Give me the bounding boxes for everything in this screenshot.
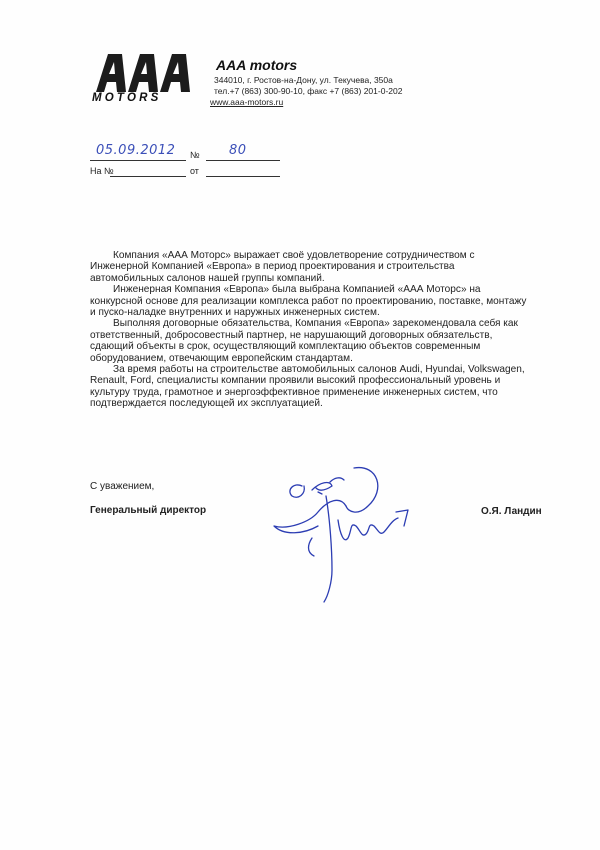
closing-regards: С уважением,: [90, 481, 155, 492]
number-line: [206, 160, 280, 161]
signer-name: О.Я. Ландин: [481, 506, 542, 517]
company-name: AAA motors: [216, 57, 298, 73]
in-reply-label: На №: [90, 166, 114, 176]
body-paragraph: Инженерная Компания «Европа» была выбрана Компанией «ААА Моторс» на конкурсной основе для реализации комплекса работ по проектированию, поставке, монтажу и пуско-наладке внутренних и наружных инженерных систем.: [90, 284, 527, 319]
body-paragraph: Компания «ААА Моторс» выражает своё удовлетворение сотрудничеством с Инженерной Компанией «Европа» в период проектирования и строительства автомобильных салонов нашей группы компаний.: [90, 250, 475, 284]
company-phone: тел.+7 (863) 300-90-10, факс +7 (863) 201-0-202: [214, 86, 403, 96]
company-address: 344010, г. Ростов-на-Дону, ул. Текучева, 350а: [214, 75, 393, 85]
from-line: [206, 176, 280, 177]
handwritten-number: 80: [229, 143, 247, 158]
handwritten-date: 05.09.2012: [96, 143, 176, 158]
handwritten-signature: [268, 460, 418, 610]
in-reply-line: [110, 176, 186, 177]
logo-aaa-mark: [92, 52, 196, 92]
signer-position: Генеральный директор: [90, 505, 207, 516]
company-website[interactable]: www.aaa-motors.ru: [210, 97, 284, 107]
company-logo: [92, 52, 196, 104]
date-line: [90, 160, 186, 161]
from-label: от: [190, 166, 199, 176]
body-paragraph: Выполняя договорные обязательства, Компания «Европа» зарекомендовала себя как ответственный, добросовестный партнер, не нарушающий договорных обязательств, сдающий объекты в срок, осуществляющий комплектацию объектов современным оборудованием, отвечающим европейским стандартам.: [90, 318, 518, 364]
number-label: №: [190, 150, 200, 160]
letter-body: [90, 250, 530, 410]
logo-motors-text: MOTORS: [92, 92, 162, 104]
body-paragraph: За время работы на строительстве автомобильных салонов Audi, Hyundai, Volkswagen, Renault, Ford, специалисты компании проявили высокий профессиональный уровень и культуру труда, грамотное и энергоэффективное применение инженерных систем, что подтверждается последующей их эксплуатацией.: [90, 364, 525, 410]
